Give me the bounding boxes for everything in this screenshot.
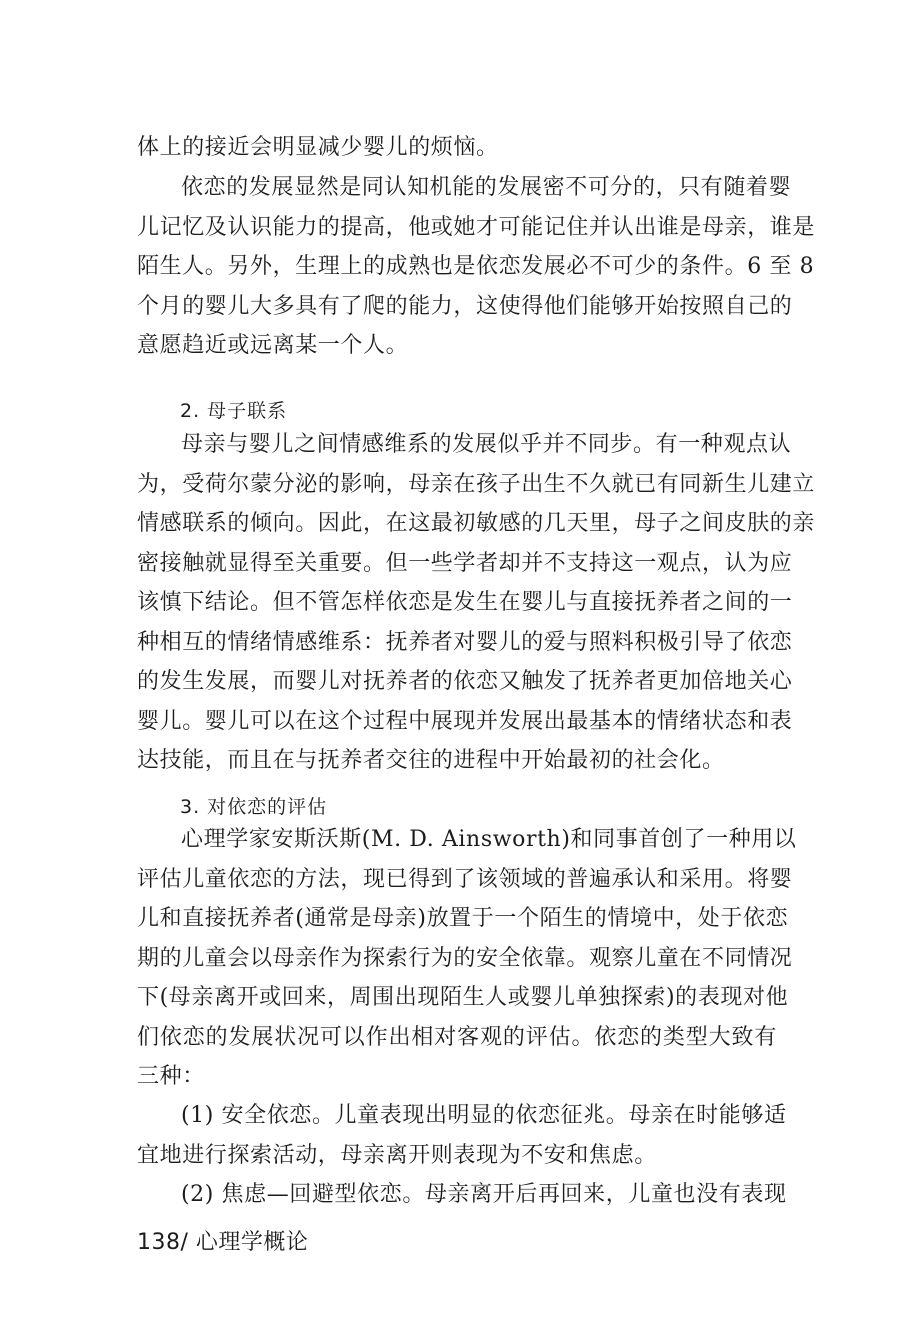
section-heading-mother-child-bond: 2. 母子联系: [180, 400, 288, 422]
paragraph-mother-child-bond: [137, 425, 816, 741]
text-line: 情感联系的倾向。因此，在这最初敏感的几天里，母子之间皮肤的亲: [137, 511, 816, 536]
paragraph-development-end: [137, 326, 777, 366]
paragraph-continuation: [137, 128, 777, 168]
page-number: 138/: [137, 1230, 189, 1255]
list-item-anxious-avoidant: [137, 1175, 787, 1215]
paragraph-mother-child-bond-end: [137, 741, 777, 781]
paragraph-assessment: [137, 820, 797, 1057]
section-heading-attachment-assessment: 3. 对依恋的评估: [180, 796, 328, 818]
book-title: 心理学概论: [195, 1230, 309, 1255]
text-line: 个月的婴儿大多具有了爬的能力，这使得他们能够开始按照自己的: [137, 293, 793, 319]
text-line: 儿记忆及认识能力的提高，他或她才可能记住并认出谁是母亲，谁是: [137, 214, 816, 240]
list-item-secure-attachment-end: [137, 1136, 777, 1176]
text-line: 期的儿童会以母亲作为探索行为的安全依靠。观察儿童在不同情况: [137, 945, 793, 971]
text-line: 依恋的发展显然是同认知机能的发展密不可分的，只有随着婴: [181, 175, 792, 200]
paragraph-assessment-end: [137, 1057, 777, 1097]
text-line: 心理学家安斯沃斯(M. D. Ainsworth)和同事首创了一种用以: [181, 827, 797, 852]
text-line: 体上的接近会明显减少婴儿的烦恼。: [137, 135, 499, 160]
text-line: (2) 焦虑—回避型依恋。母亲离开后再回来，儿童也没有表现: [181, 1182, 787, 1207]
paragraph-development: [137, 168, 816, 326]
text-line: 的发生发展，而婴儿对抚养者的依恋又触发了抚养者更加倍地关心: [137, 669, 793, 694]
text-line: 们依恋的发展状况可以作出相对客观的评估。依恋的类型大致有: [137, 1024, 777, 1050]
text-line: 评估儿童依恋的方法，现已得到了该领域的普遍承认和采用。将婴: [137, 866, 793, 892]
text-line: 下(母亲离开或回来，周围出现陌生人或婴儿单独探索)的表现对他: [137, 985, 789, 1010]
text-line: 密接触就显得至关重要。但一些学者却并不支持这一观点，认为应: [137, 550, 793, 576]
page-footer: [137, 1228, 308, 1258]
text-line: 达技能，而且在与抚养者交往的进程中开始最初的社会化。: [137, 748, 725, 773]
text-line: 该慎下结论。但不管怎样依恋是发生在婴儿与直接抚养者之间的一: [137, 590, 793, 615]
text-line: 母亲与婴儿之间情感维系的发展似乎并不同步。有一种观点认: [181, 432, 792, 457]
text-line: 宜地进行探索活动，母亲离开则表现为不安和焦虑。: [137, 1143, 657, 1168]
text-line: 种相互的情绪情感维系：抚养者对婴儿的爱与照料积极引导了依恋: [137, 629, 793, 655]
text-line: (1) 安全依恋。儿童表现出明显的依恋征兆。母亲在时能够适: [181, 1103, 787, 1128]
text-line: 儿和直接抚养者(通常是母亲)放置于一个陌生的情境中，处于依恋: [137, 906, 789, 931]
text-line: 三种：: [137, 1064, 205, 1089]
text-line: 婴儿。婴儿可以在这个过程中展现并发展出最基本的情绪状态和表: [137, 708, 793, 734]
list-item-secure-attachment: [137, 1096, 787, 1136]
text-line: 为，受荷尔蒙分泌的影响，母亲在孩子出生不久就已有同新生儿建立: [137, 471, 816, 497]
text-line: 意愿趋近或远离某一个人。: [137, 333, 409, 358]
text-line: 陌生人。另外，生理上的成熟也是依恋发展必不可少的条件。6 至 8: [137, 254, 815, 279]
